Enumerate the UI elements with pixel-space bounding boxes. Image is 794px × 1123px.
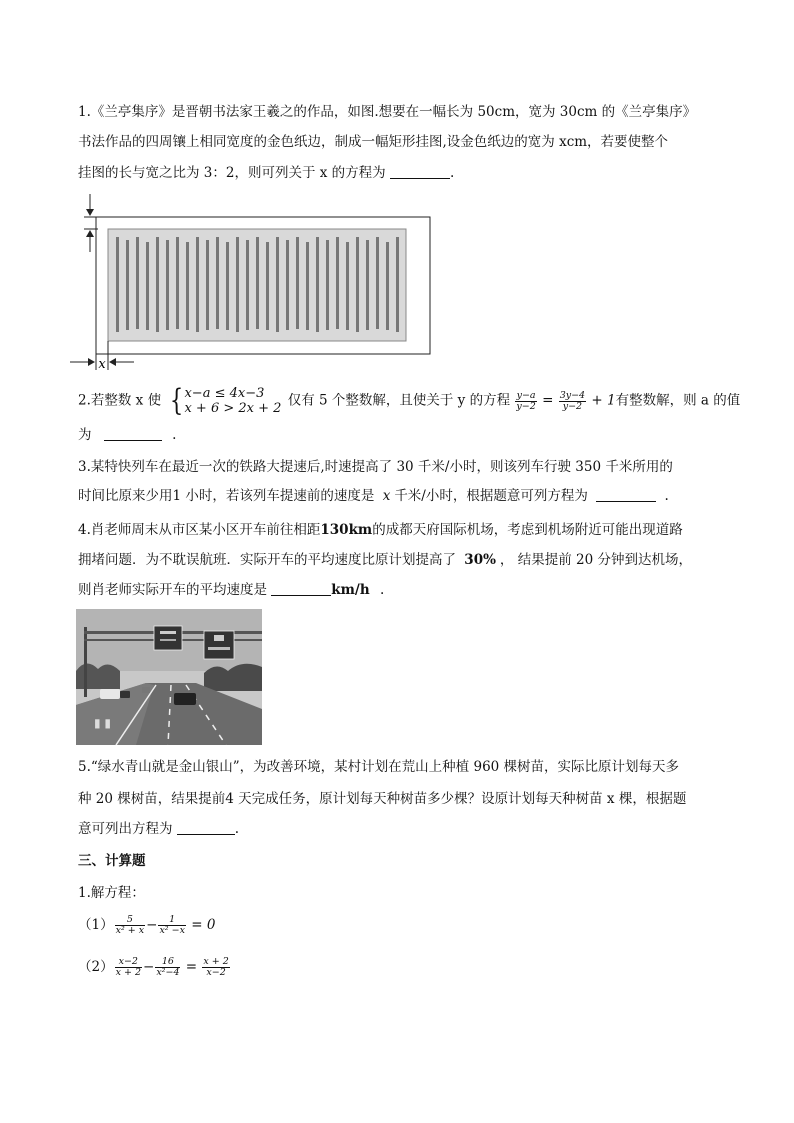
eq1-rhs: = 0 — [186, 917, 216, 933]
q2-line2-text: 为 — [78, 427, 92, 443]
answer-blank — [596, 487, 656, 502]
q2-line1 — [78, 383, 741, 418]
q5-line3 — [78, 820, 239, 838]
q1-line1: 1.《兰亭集序》是晋朝书法家王羲之的作品，如图.想要在一幅长为 50cm，宽为 30cm 的《兰亭集序》 — [78, 104, 697, 120]
q3-line2-end: . — [664, 488, 669, 504]
highway-photo — [76, 609, 262, 745]
eq1-fraction-1: $\frac{5}{\text{x² + x}}$ — [115, 914, 145, 936]
inequality-system: { x−a ≤ 4x−3 x + 6 > 2x + 2 — [170, 383, 282, 418]
q5-line1: 5.“绿水青山就是金山银山”，为改善环境，某村计划在荒山上种植 960 棵树苗，实际比原计划每天多 — [78, 759, 680, 775]
q1-line3-text: 挂图的长与宽之比为 3：2，则可列关于 x 的方程为 — [78, 165, 386, 181]
q4-line2 — [78, 551, 692, 569]
svg-text:▮ ▮: ▮ ▮ — [94, 716, 112, 730]
unit-kmh: km/h — [331, 582, 370, 598]
distance-value: 130km — [320, 522, 373, 538]
eq2-fraction-2: $\frac{16}{\text{x²−4}}$ — [156, 956, 180, 978]
equation-2 — [78, 957, 231, 978]
variable-x: x — [382, 488, 391, 504]
q4-line1-end: 的成都天府国际机场，考虑到机场附近可能出现道路 — [372, 522, 683, 538]
road-sign-1 — [154, 626, 182, 650]
q4-line3-text: 则肖老师实际开车的平均速度是 — [78, 582, 267, 598]
q2-mid: 仅有 5 个整数解，且使关于 y 的方程 — [287, 392, 511, 409]
q3-line2-text: 时间比原来少用1 小时，若该列车提速前的速度是 — [78, 488, 375, 504]
minus-sign: − — [146, 917, 158, 933]
section-title: 三、计算题 — [78, 853, 146, 869]
percent-value: 30% — [464, 552, 496, 568]
q4-line1-text: 4.肖老师周末从市区某小区开车前往相距 — [78, 522, 321, 538]
q2-line2 — [78, 426, 176, 444]
q4-line1 — [78, 521, 683, 539]
equals-sign: = — [181, 959, 202, 975]
q1-line2: 书法作品的四周镶上相同宽度的金色纸边，制成一幅矩形挂图,设金色纸边的宽为 xcm，若要使整个 — [78, 134, 669, 150]
q1-line3 — [78, 164, 454, 182]
x-dimension-label: x — [98, 357, 106, 372]
calc-intro: 1.解方程： — [78, 885, 145, 901]
answer-blank — [177, 820, 235, 835]
q4-line2-end: ， 结果提前 20 分钟到达机场， — [499, 552, 692, 568]
q2-line2-end: . — [172, 427, 177, 443]
equals-sign: = — [537, 392, 558, 409]
q4-line2-text: 拥堵问题．为不耽误航班．实际开车的平均速度比原计划提高了 — [78, 552, 456, 568]
q5-line2: 种 20 棵树苗，结果提前4 天完成任务，原计划每天种树苗多少棵？设原计划每天种树苗 x 棵，根据题 — [78, 791, 687, 807]
q2-end: 有整数解，则 a 的值 — [615, 392, 741, 409]
q1-line3-end: . — [449, 165, 455, 181]
eq2-fraction-3: $\frac{x + 2}{x-2}$ — [203, 956, 229, 978]
answer-blank — [271, 581, 331, 596]
inequality-1: x−a ≤ 4x−3 — [184, 386, 265, 401]
calligraphy-strokes — [116, 237, 399, 332]
equation-1-label: （1） — [78, 917, 114, 933]
eq2-fraction-1: $\frac{x-2}{x + 2}$ — [115, 956, 141, 978]
car — [174, 693, 196, 705]
q3-line2 — [78, 487, 669, 505]
fraction-2: $\frac{3y-4}{y-2}$ — [559, 389, 586, 412]
q5-line3-end: . — [234, 821, 240, 837]
q4-line3-end: . — [379, 582, 385, 598]
equation-2-label: （2） — [78, 959, 114, 975]
q5-line3-text: 意可列出方程为 — [78, 821, 173, 837]
eq1-fraction-2: $\frac{1}{\text{x² −x}}$ — [159, 914, 185, 936]
answer-blank — [104, 426, 162, 441]
fraction-1: $\frac{y-a}{y-2}$ — [516, 389, 536, 412]
q3-line2-mid: 千米/小时，根据题意可列方程为 — [394, 488, 588, 504]
equation-1 — [78, 915, 215, 936]
plus-one: + 1 — [587, 392, 616, 409]
inequality-2: x + 6 > 2x + 2 — [184, 401, 282, 416]
q2-intro: 2.若整数 x 使 — [78, 392, 162, 409]
minus-sign: − — [143, 959, 155, 975]
answer-blank — [390, 164, 450, 179]
q3-line1: 3.某特快列车在最近一次的铁路大提速后,时速提高了 30 千米/小时，则该列车行驶 350 千米所用的 — [78, 459, 673, 475]
q4-line3 — [78, 581, 384, 599]
calligraphy-figure — [68, 192, 438, 372]
